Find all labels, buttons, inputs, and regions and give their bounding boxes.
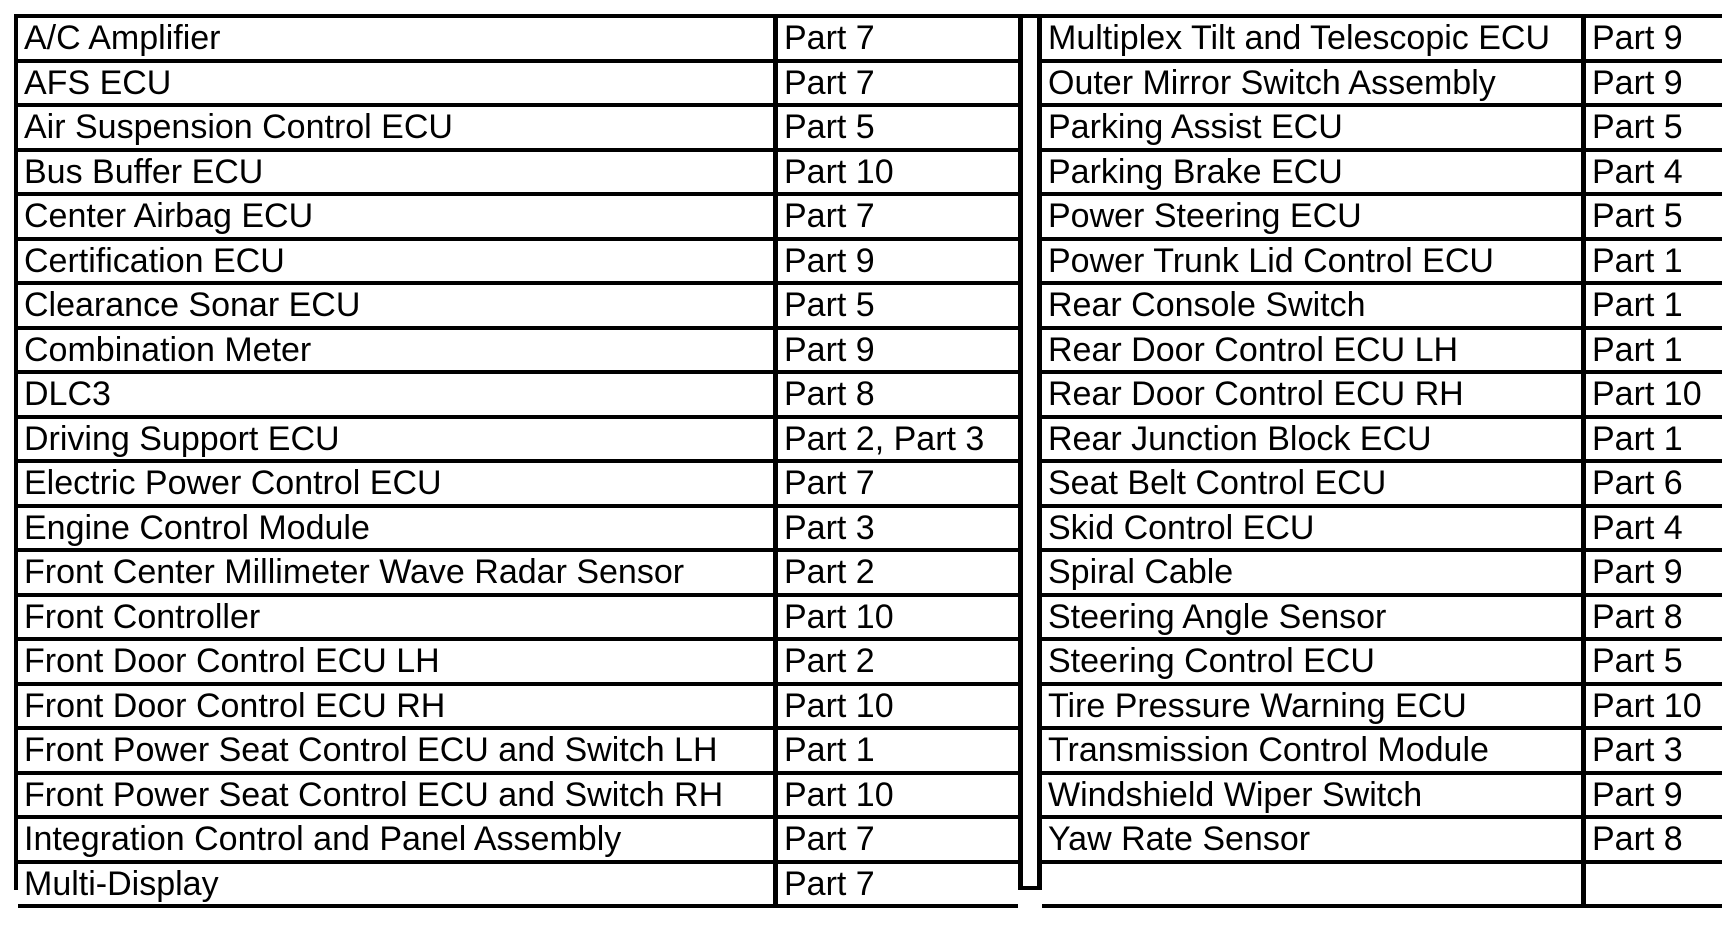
component-name: Front Power Seat Control ECU and Switch LH — [18, 730, 778, 771]
part-ref: Part 8 — [778, 374, 1018, 415]
table-row — [18, 775, 1018, 820]
part-ref: Part 10 — [1586, 686, 1722, 727]
table-row — [18, 285, 1018, 330]
part-ref: Part 3 — [1586, 730, 1722, 771]
part-ref: Part 8 — [1586, 819, 1722, 860]
part-ref: Part 1 — [1586, 330, 1722, 371]
part-ref: Part 1 — [1586, 419, 1722, 460]
table-row — [1042, 641, 1722, 686]
table-row — [18, 196, 1018, 241]
part-ref: Part 4 — [1586, 152, 1722, 193]
table-row — [1042, 196, 1722, 241]
right-table — [1042, 18, 1722, 908]
component-name: Clearance Sonar ECU — [18, 285, 778, 326]
component-name: Driving Support ECU — [18, 419, 778, 460]
part-ref: Part 9 — [778, 241, 1018, 282]
divider-blank — [1023, 18, 1037, 886]
part-ref: Part 10 — [778, 597, 1018, 638]
component-name: Windshield Wiper Switch — [1042, 775, 1586, 816]
table-row — [18, 152, 1018, 197]
part-ref: Part 8 — [1586, 597, 1722, 638]
component-name: Rear Door Control ECU RH — [1042, 374, 1586, 415]
component-name: Parking Assist ECU — [1042, 107, 1586, 148]
component-name: Steering Control ECU — [1042, 641, 1586, 682]
component-name: Air Suspension Control ECU — [18, 107, 778, 148]
part-ref: Part 10 — [778, 152, 1018, 193]
left-table — [18, 18, 1018, 908]
component-name: Front Power Seat Control ECU and Switch RH — [18, 775, 778, 816]
component-name: Tire Pressure Warning ECU — [1042, 686, 1586, 727]
part-ref: Part 10 — [778, 775, 1018, 816]
table-row — [1042, 463, 1722, 508]
component-name: Yaw Rate Sensor — [1042, 819, 1586, 860]
table-row — [1042, 152, 1722, 197]
component-name: Electric Power Control ECU — [18, 463, 778, 504]
component-name: Front Center Millimeter Wave Radar Sensor — [18, 552, 778, 593]
parts-index-table — [14, 14, 1722, 903]
table-row — [18, 107, 1018, 152]
component-name: Parking Brake ECU — [1042, 152, 1586, 193]
part-ref: Part 10 — [778, 686, 1018, 727]
component-name: Certification ECU — [18, 241, 778, 282]
table-row — [1042, 864, 1722, 909]
table-row — [1042, 330, 1722, 375]
table-row — [1042, 597, 1722, 642]
table-row — [1042, 775, 1722, 820]
table-row — [1042, 374, 1722, 419]
component-name: DLC3 — [18, 374, 778, 415]
part-ref: Part 9 — [1586, 18, 1722, 59]
part-ref: Part 5 — [1586, 641, 1722, 682]
table-row — [1042, 686, 1722, 731]
component-name: Rear Junction Block ECU — [1042, 419, 1586, 460]
table-row — [18, 508, 1018, 553]
component-name: Combination Meter — [18, 330, 778, 371]
part-ref: Part 1 — [1586, 285, 1722, 326]
table-row — [18, 864, 1018, 909]
component-name: Engine Control Module — [18, 508, 778, 549]
component-name: Steering Angle Sensor — [1042, 597, 1586, 638]
part-ref: Part 7 — [778, 196, 1018, 237]
table-row — [18, 63, 1018, 108]
part-ref: Part 7 — [778, 819, 1018, 860]
component-name: Power Steering ECU — [1042, 196, 1586, 237]
component-name: Skid Control ECU — [1042, 508, 1586, 549]
component-name — [1042, 864, 1586, 905]
component-name: Power Trunk Lid Control ECU — [1042, 241, 1586, 282]
component-name: Bus Buffer ECU — [18, 152, 778, 193]
component-name: Rear Console Switch — [1042, 285, 1586, 326]
part-ref: Part 7 — [778, 864, 1018, 905]
table-row — [18, 819, 1018, 864]
part-ref: Part 2 — [778, 641, 1018, 682]
part-ref: Part 5 — [1586, 196, 1722, 237]
table-row — [1042, 730, 1722, 775]
part-ref: Part 6 — [1586, 463, 1722, 504]
component-name: Seat Belt Control ECU — [1042, 463, 1586, 504]
part-ref: Part 5 — [778, 107, 1018, 148]
table-row — [18, 463, 1018, 508]
table-row — [1042, 819, 1722, 864]
table-row — [18, 374, 1018, 419]
part-ref: Part 2 — [778, 552, 1018, 593]
part-ref: Part 9 — [1586, 775, 1722, 816]
table-row — [1042, 285, 1722, 330]
table-row — [18, 552, 1018, 597]
component-name: Center Airbag ECU — [18, 196, 778, 237]
part-ref: Part 4 — [1586, 508, 1722, 549]
part-ref: Part 5 — [778, 285, 1018, 326]
table-row — [18, 330, 1018, 375]
component-name: Rear Door Control ECU LH — [1042, 330, 1586, 371]
table-row — [18, 686, 1018, 731]
part-ref: Part 7 — [778, 18, 1018, 59]
component-name: Front Door Control ECU RH — [18, 686, 778, 727]
table-row — [1042, 18, 1722, 63]
part-ref: Part 3 — [778, 508, 1018, 549]
component-name: AFS ECU — [18, 63, 778, 104]
component-name: A/C Amplifier — [18, 18, 778, 59]
table-row — [1042, 241, 1722, 286]
component-name: Multiplex Tilt and Telescopic ECU — [1042, 18, 1586, 59]
part-ref: Part 9 — [1586, 552, 1722, 593]
table-row — [1042, 107, 1722, 152]
component-name: Integration Control and Panel Assembly — [18, 819, 778, 860]
table-row — [18, 419, 1018, 464]
part-ref — [1586, 864, 1722, 905]
table-row — [1042, 552, 1722, 597]
component-name: Front Door Control ECU LH — [18, 641, 778, 682]
table-row — [18, 241, 1018, 286]
table-row — [18, 18, 1018, 63]
component-name: Outer Mirror Switch Assembly — [1042, 63, 1586, 104]
part-ref: Part 2, Part 3 — [778, 419, 1018, 460]
part-ref: Part 10 — [1586, 374, 1722, 415]
part-ref: Part 9 — [778, 330, 1018, 371]
part-ref: Part 1 — [1586, 241, 1722, 282]
table-row — [18, 597, 1018, 642]
part-ref: Part 9 — [1586, 63, 1722, 104]
column-divider — [1018, 18, 1042, 890]
part-ref: Part 5 — [1586, 107, 1722, 148]
component-name: Transmission Control Module — [1042, 730, 1586, 771]
table-row — [18, 730, 1018, 775]
part-ref: Part 7 — [778, 463, 1018, 504]
table-row — [1042, 508, 1722, 553]
part-ref: Part 1 — [778, 730, 1018, 771]
table-row — [18, 641, 1018, 686]
part-ref: Part 7 — [778, 63, 1018, 104]
component-name: Multi-Display — [18, 864, 778, 905]
component-name: Front Controller — [18, 597, 778, 638]
table-row — [1042, 419, 1722, 464]
component-name: Spiral Cable — [1042, 552, 1586, 593]
table-row — [1042, 63, 1722, 108]
